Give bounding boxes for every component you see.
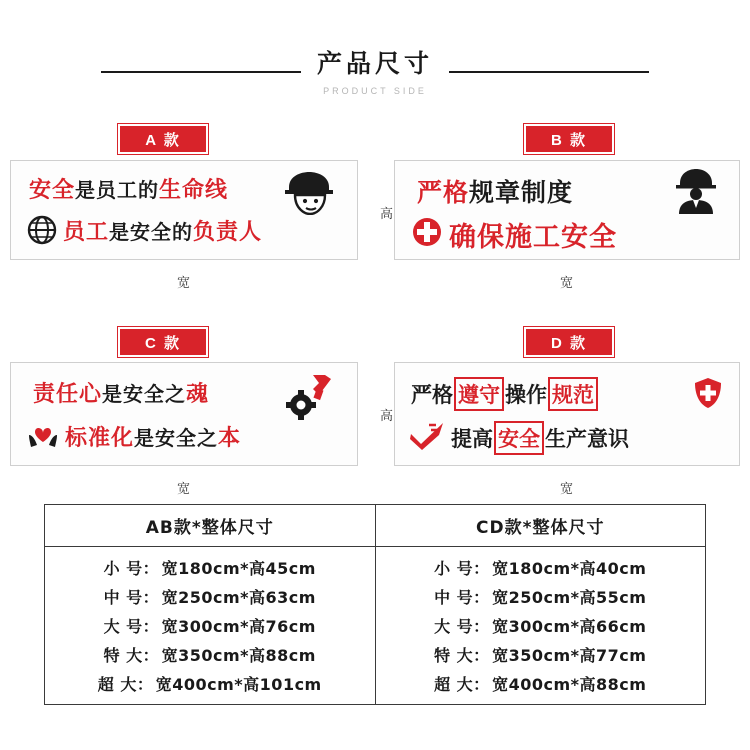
banner-d-line2-seg2: 安全 (494, 421, 544, 455)
spec-header-cd: CD款*整体尺寸 (376, 505, 706, 547)
spec-name: 特 大： (103, 646, 160, 665)
spec-value: 宽400cm*高88cm (492, 675, 647, 694)
banner-d (394, 362, 740, 466)
table-row (376, 553, 706, 582)
spec-value: 宽350cm*高77cm (492, 646, 647, 665)
spec-name: 超 大： (97, 675, 154, 694)
panel-tag-c: C 款 (118, 327, 208, 357)
banner-b-line1-seg2: 规章制度 (469, 178, 574, 207)
banner-a-line1-seg1: 安全 (29, 178, 76, 203)
banner-b-line2 (449, 215, 617, 254)
banner-c (10, 362, 358, 466)
header-rule-right (449, 71, 649, 73)
banner-b-line1 (417, 173, 573, 209)
banner-a-line2-seg2: 是安全的 (109, 220, 194, 244)
spec-table (44, 504, 706, 705)
banner-a-line1-seg3: 生命线 (159, 178, 229, 203)
banner-c-line1-seg2: 是安全之 (102, 382, 187, 406)
panel-tag-d: D 款 (524, 327, 614, 357)
banner-a-line2-seg3: 负责人 (193, 220, 263, 245)
spec-value: 宽180cm*高45cm (161, 559, 316, 578)
spec-body-ab (45, 547, 375, 704)
spec-name: 小 号： (103, 559, 160, 578)
banner-d-line1-seg2: 遵守 (454, 377, 504, 411)
first-aid-cross-icon (411, 216, 443, 253)
worker-head-icon (279, 169, 335, 220)
banner-c-height-label: 高 (380, 409, 394, 424)
table-row (376, 582, 706, 611)
banner-d-line1-seg3: 操作 (505, 383, 547, 407)
panel-tag-b: B 款 (524, 124, 614, 154)
banner-a-line1-seg2: 是员工的 (75, 178, 160, 202)
spec-name: 超 大： (434, 675, 490, 694)
spec-body-cd (376, 547, 706, 704)
shield-icon (693, 377, 723, 414)
banner-a-line2-seg1: 员工 (63, 220, 110, 245)
banner-c-line2-seg2: 是安全之 (134, 426, 219, 450)
panel-tag-a: A 款 (118, 124, 208, 154)
header-titles (317, 44, 433, 96)
spec-value: 宽180cm*高40cm (492, 559, 647, 578)
table-row (45, 640, 375, 669)
table-row (45, 582, 375, 611)
table-row (376, 669, 706, 698)
spec-header-ab: AB款*整体尺寸 (45, 505, 375, 547)
banner-d-line2-seg3: 生产意识 (545, 427, 629, 451)
banner-d-width-label: 宽 (560, 482, 574, 497)
page-header (0, 46, 750, 98)
banner-c-line2 (65, 421, 241, 452)
spec-column-cd (376, 505, 706, 704)
banner-c-width-label: 宽 (177, 482, 191, 497)
spec-column-ab (45, 505, 376, 704)
spec-name: 小 号： (434, 559, 490, 578)
spec-value: 宽350cm*高88cm (161, 646, 316, 665)
banner-a-line1 (29, 173, 228, 204)
page-title: 产品尺寸 (316, 49, 433, 78)
wrench-gear-icon (281, 373, 335, 426)
banner-b-line1-seg1: 严格 (417, 178, 470, 207)
banner-c-line2-seg1: 标准化 (65, 426, 135, 451)
spec-value: 宽250cm*高55cm (492, 588, 647, 607)
globe-icon (27, 215, 57, 250)
spec-name: 大 号： (434, 617, 490, 636)
banner-c-line1-seg3: 魂 (186, 382, 210, 407)
banner-d-line1-seg4: 规范 (548, 377, 598, 411)
spec-name: 中 号： (103, 588, 160, 607)
banner-a-height-label: 高 (380, 207, 394, 222)
table-row (376, 611, 706, 640)
banner-a (10, 160, 358, 260)
banner-d-line2-seg1: 提高 (451, 427, 493, 451)
table-row (45, 669, 375, 698)
engineer-icon (671, 167, 721, 220)
spec-value: 宽300cm*高76cm (161, 617, 316, 636)
spec-name: 特 大： (434, 646, 490, 665)
banner-a-width-label: 宽 (177, 276, 191, 291)
banner-c-line1 (33, 377, 209, 408)
page-subtitle: PRODUCT SIDE (323, 86, 427, 96)
spec-name: 大 号： (103, 617, 160, 636)
spec-value: 宽250cm*高63cm (161, 588, 316, 607)
spec-value: 宽300cm*高66cm (492, 617, 647, 636)
header-rule-left (101, 71, 301, 73)
banner-b-line2-seg1: 确保施工安全 (449, 222, 617, 253)
table-row (376, 640, 706, 669)
check-arrow-icon (409, 421, 445, 456)
banner-c-line2-seg3: 本 (218, 426, 242, 451)
table-row (45, 553, 375, 582)
banner-b (394, 160, 740, 260)
table-row (45, 611, 375, 640)
banner-d-line1 (411, 377, 599, 411)
banner-d-line1-seg1: 严格 (411, 383, 453, 407)
banner-b-width-label: 宽 (560, 276, 574, 291)
spec-value: 宽400cm*高101cm (155, 675, 322, 694)
banner-d-line2 (451, 421, 629, 455)
hands-heart-icon (27, 421, 59, 456)
spec-name: 中 号： (434, 588, 490, 607)
banner-c-line1-seg1: 责任心 (33, 382, 103, 407)
banner-a-line2 (63, 215, 262, 246)
